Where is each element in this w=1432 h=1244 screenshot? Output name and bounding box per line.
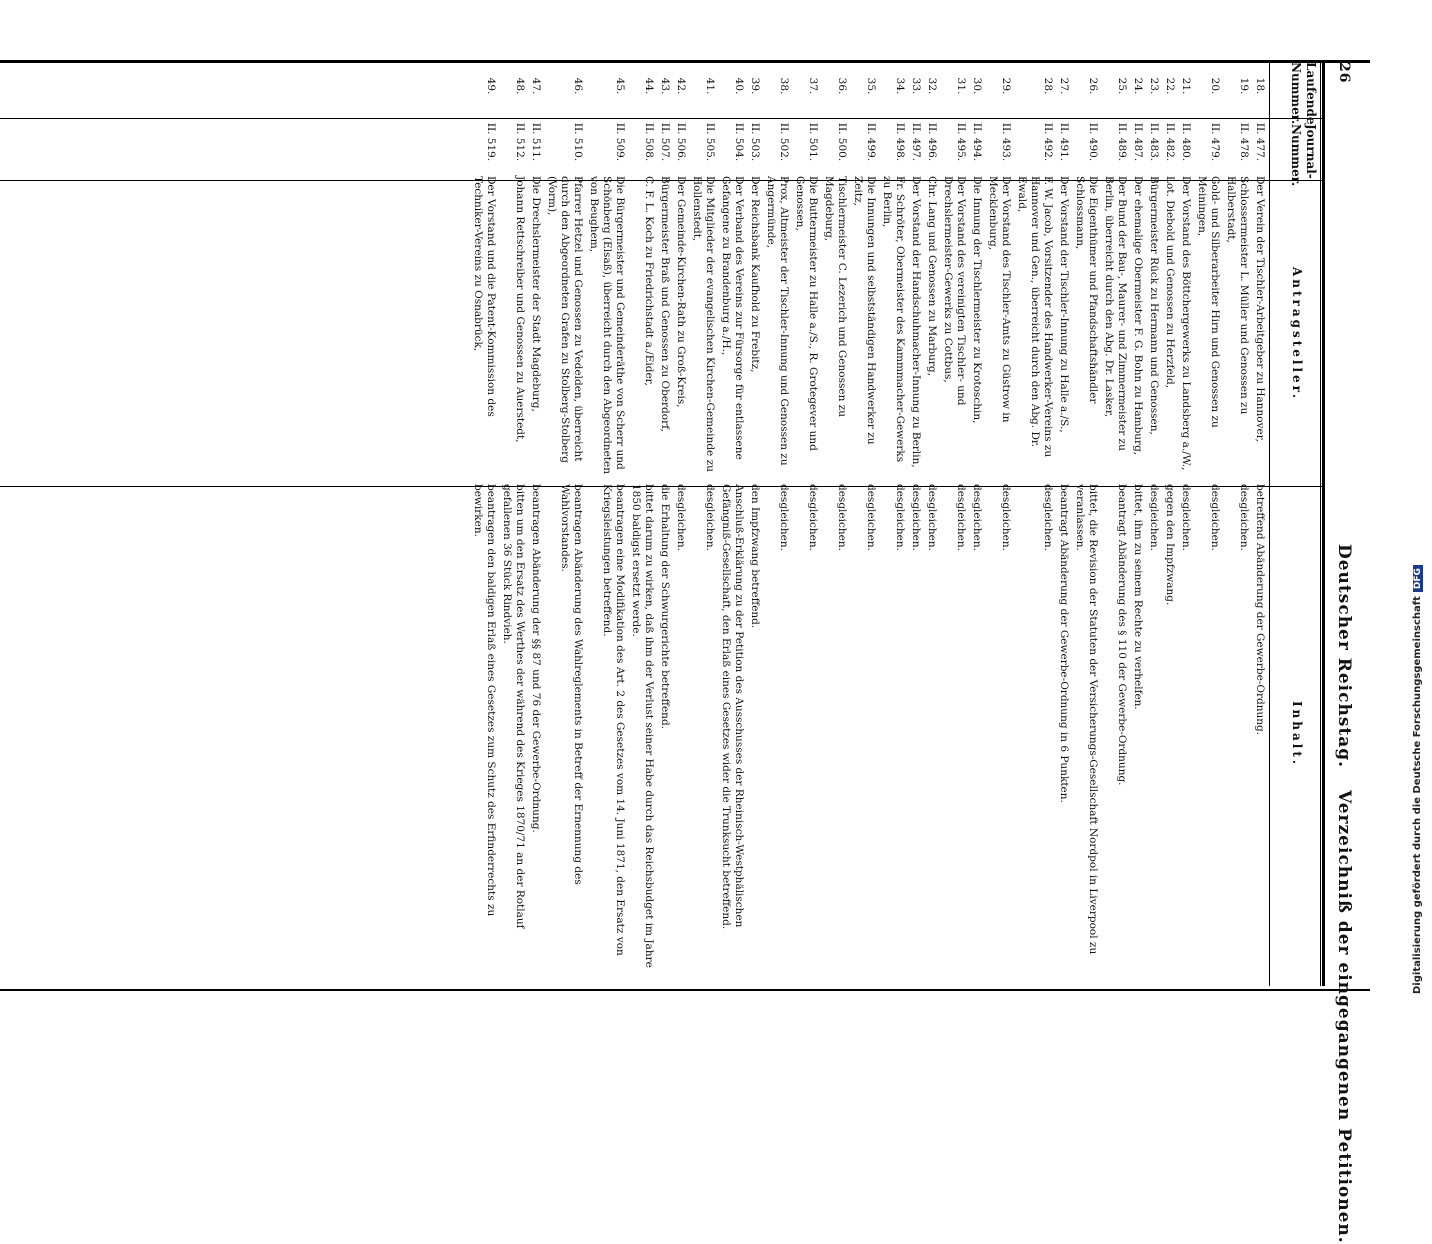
table-row	[1102, 60, 1128, 986]
page-title	[1334, 544, 1354, 1244]
laufende-nummer-cell: 26.	[1087, 77, 1099, 95]
inhalt-cell: die Erhaltung der Schwurgerichte betreffend.	[659, 484, 671, 730]
laufende-nummer-cell: 19.	[1238, 77, 1250, 95]
table-row	[1147, 60, 1160, 986]
page-number: 26	[1336, 62, 1352, 84]
journal-nummer-cell: II. 504.	[733, 122, 745, 162]
laufende-nummer-cell: 47.	[530, 77, 542, 95]
laufende-nummer-cell: 45.	[614, 77, 626, 95]
journal-nummer-cell: II. 501.	[807, 122, 819, 162]
header-antragsteller: Antragsteller.	[1290, 266, 1304, 402]
laufende-nummer-cell: 44.	[643, 77, 655, 95]
table-row	[471, 60, 497, 986]
table-row	[658, 60, 671, 986]
antragsteller-cell: Die Innung der Tischlermeister zu Krotoschin,	[971, 176, 983, 424]
inhalt-cell: bittet darum zu wirken, daß ihm der Verlust seiner Habe durch das Reichsbudget im Jahre 1850 baldigst ersetzt werde.	[630, 484, 655, 968]
inhalt-cell: beantragt Abänderung der Gewerbe-Ordnung in 6 Punkten.	[1058, 484, 1070, 803]
antragsteller-cell: Lot. Diebold und Genossen zu Herzfeld,	[1164, 176, 1176, 389]
inhalt-cell: bittet, ihm zu seinem Rechte zu verhelfen.	[1132, 484, 1144, 710]
laufende-nummer-cell: 32.	[926, 77, 938, 95]
table-row	[690, 60, 716, 986]
antragsteller-cell: Chr. Lang und Genossen zu Marburg,	[926, 176, 938, 376]
journal-nummer-cell: II. 507.	[659, 122, 671, 162]
laufende-nummer-cell: 38.	[778, 77, 790, 95]
laufende-nummer-cell: 24.	[1132, 77, 1144, 95]
laufende-nummer-cell: 49.	[485, 77, 497, 95]
journal-nummer-cell: II. 494.	[971, 122, 983, 162]
table-row	[587, 60, 626, 986]
table-row	[1224, 60, 1250, 986]
inhalt-cell: beantragt Abänderung des § 110 der Gewerbe-Ordnung.	[1116, 484, 1128, 786]
journal-nummer-cell: II. 491.	[1058, 122, 1070, 162]
laufende-nummer-cell: 33.	[910, 77, 922, 95]
laufende-nummer-cell: 46.	[572, 77, 584, 95]
table-row	[545, 60, 584, 986]
laufende-nummer-cell: 43.	[659, 77, 671, 95]
journal-nummer-cell: II. 509.	[614, 122, 626, 162]
antragsteller-cell: Bürgermeister Rück zu Hermann und Genossen,	[1148, 176, 1160, 435]
table-row	[529, 60, 542, 986]
antragsteller-cell: Prox, Altmeister der Tischler-Innung und Genossen zu Angermünde,	[765, 176, 790, 466]
journal-nummer-cell: II. 479.	[1209, 122, 1221, 162]
table-row	[1057, 60, 1070, 986]
journal-nummer-cell: II. 483.	[1148, 122, 1160, 162]
table-row	[941, 60, 967, 986]
inhalt-cell: desgleichen.	[971, 484, 983, 551]
laufende-nummer-cell: 40.	[733, 77, 745, 95]
table-row	[1131, 60, 1144, 986]
inhalt-cell: betreffend Abänderung der Gewerbe-Ordnung.	[1254, 484, 1266, 736]
journal-nummer-cell: II. 496.	[926, 122, 938, 162]
table-row	[748, 60, 761, 986]
table-row	[1073, 60, 1099, 986]
table-row	[1253, 60, 1266, 986]
journal-nummer-cell: II. 478.	[1238, 122, 1250, 162]
inhalt-cell: desgleichen.	[1000, 484, 1012, 551]
table-row	[925, 60, 938, 986]
table-row	[764, 60, 790, 986]
antragsteller-cell: Der Vorstand des Tischler-Amts zu Güstrow in Mecklenburg,	[987, 176, 1012, 423]
inhalt-cell: desgleichen.	[836, 484, 848, 551]
inhalt-cell: desgleichen.	[910, 484, 922, 551]
laufende-nummer-cell: 21.	[1180, 77, 1192, 95]
antragsteller-cell: Der Bund der Bau-, Maurer- und Zimmermeister zu Berlin, überreicht durch den Abg. Dr. Lasker,	[1103, 176, 1128, 451]
antragsteller-cell: Die Mitglieder der evangelischen Kirchen-Gemeinde zu Hollenstedt,	[691, 176, 716, 472]
laufende-nummer-cell: 23.	[1148, 77, 1160, 95]
inhalt-cell: beantragen den baldigen Erlaß eines Gesetzes zum Schutz des Erfinderrechts zu bewirken.	[472, 484, 497, 917]
journal-nummer-cell: II. 506.	[675, 122, 687, 162]
laufende-nummer-cell: 34.	[894, 77, 906, 95]
table-row	[822, 60, 848, 986]
laufende-nummer-cell: 28.	[1042, 77, 1054, 95]
table-row	[674, 60, 687, 986]
antragsteller-cell: Der Verband des Vereins zur Fürsorge für entlassene Gefangene zu Brandenburg a./H.,	[720, 176, 745, 460]
antragsteller-cell: Der Gemeinde-Kirchen-Rath zu Groß-Kreis,	[675, 176, 687, 408]
laufende-nummer-cell: 30.	[971, 77, 983, 95]
antragsteller-cell: Der Reichsbank Kaufhold zu Frebitz,	[749, 176, 761, 373]
journal-nummer-cell: II. 498.	[894, 122, 906, 162]
header-laufende-nummer: Laufende Nummer.	[1289, 62, 1318, 125]
table-row	[1163, 60, 1176, 986]
credit-text: Digitalisierung gefördert durch die Deutsche Forschungsgemeinschaft	[1412, 596, 1423, 994]
journal-nummer-cell: II. 502.	[778, 122, 790, 162]
table-row	[629, 60, 655, 986]
journal-nummer-cell: II. 489.	[1116, 122, 1128, 162]
table-row	[970, 60, 983, 986]
table-row	[909, 60, 922, 986]
antragsteller-cell: Der Vorstand der Handschuhmacher-Innung zu Berlin,	[910, 176, 922, 468]
document-page	[0, 44, 1370, 1244]
antragsteller-cell: Gold- und Silberarbeiter Hirn und Genossen zu Meiningen,	[1196, 176, 1221, 428]
dfg-logo: DFG	[1413, 565, 1423, 592]
journal-nummer-cell: II. 505.	[704, 122, 716, 162]
inhalt-cell: bittet, die Revision der Statuten der Versicherungs-Gesellschaft Nordpol in Liverpool zu veranlassen.	[1074, 484, 1099, 955]
journal-nummer-cell: II. 510.	[572, 122, 584, 162]
inhalt-cell: bitten um den Ersatz des Werthes der während des Krieges 1870/71 an der Rotlauf gefallenen 36 Stück Rindvieh.	[501, 484, 526, 929]
inhalt-cell: Anschluß-Erklärung zu der Petition des Ausschusses der Rheinisch-Westphälischen Gefängniß-Gesellschaft, den Erlaß eines Gesetzes wider die Trunksucht betreffend.	[720, 484, 745, 930]
laufende-nummer-cell: 39.	[749, 77, 761, 95]
table-row	[851, 60, 877, 986]
antragsteller-cell: Johann Rettschreiber und Genossen zu Auerstedt,	[514, 176, 526, 443]
antragsteller-cell: Tischlermeister C. Lezerich und Genossen zu Magdeburg,	[823, 176, 848, 417]
table-row	[880, 60, 906, 986]
inhalt-cell: den Impfzwang betreffend.	[749, 484, 761, 629]
table-row	[719, 60, 745, 986]
antragsteller-cell: Der Vorstand des Böttchergewerks zu Landsberg a./W.,	[1180, 176, 1192, 471]
table-row	[793, 60, 819, 986]
laufende-nummer-cell: 22.	[1164, 77, 1176, 95]
antragsteller-cell: Die Innungen und selbstständigen Handwerker zu Zeitz,	[852, 176, 877, 445]
journal-nummer-cell: II. 482.	[1164, 122, 1176, 162]
journal-nummer-cell: II. 493.	[1000, 122, 1012, 162]
journal-nummer-cell: II. 480.	[1180, 122, 1192, 162]
inhalt-cell: desgleichen.	[894, 484, 906, 551]
laufende-nummer-cell: 25.	[1116, 77, 1128, 95]
antragsteller-cell: Der Vorstand des vereinigten Tischler- und Drechslermeister-Gewerks zu Cottbus,	[942, 176, 967, 406]
inhalt-cell: beantragen eine Modifikation des Art. 2 des Gesetzes vom 14. Juni 1871, den Ersatz von Kriegsleistungen betreffend.	[601, 484, 626, 956]
journal-nummer-cell: II. 499.	[865, 122, 877, 162]
inhalt-cell: desgleichen.	[1180, 484, 1192, 551]
header-rule-thin	[1320, 60, 1321, 986]
laufende-nummer-cell: 29.	[1000, 77, 1012, 95]
journal-nummer-cell: II. 487.	[1132, 122, 1144, 162]
table-row	[986, 60, 1012, 986]
laufende-nummer-cell: 48.	[514, 77, 526, 95]
inhalt-cell: desgleichen.	[704, 484, 716, 551]
journal-nummer-cell: II. 500.	[836, 122, 848, 162]
journal-nummer-cell: II. 495.	[955, 122, 967, 162]
table-row	[1015, 60, 1054, 986]
inhalt-cell: desgleichen.	[807, 484, 819, 551]
table-row	[1179, 60, 1192, 986]
journal-nummer-cell: II. 490.	[1087, 122, 1099, 162]
journal-nummer-cell: II. 512.	[514, 122, 526, 162]
inhalt-cell: beantragen Abänderung der §§ 87 und 76 der Gewerbe-Ordnung.	[530, 484, 542, 833]
antragsteller-cell: Der ehemalige Obermeister F. G. Bohn zu Hamburg,	[1132, 176, 1144, 456]
inhalt-cell: beantragen Abänderung des Wahlreglements in Betreff der Ernennung des Wahlvorstandes.	[559, 484, 584, 885]
inhalt-cell: desgleichen.	[1209, 484, 1221, 551]
journal-nummer-cell: II. 492.	[1042, 122, 1054, 162]
antragsteller-cell: Pfarrer Hetzel und Genossen zu Vedelden, überreicht durch den Abgeordneten Grafen zu Stolberg-Stolberg (Vorm),	[546, 176, 584, 463]
antragsteller-cell: Bürgermeister Braß und Genossen zu Oberdorf,	[659, 176, 671, 432]
antragsteller-cell: Die Buttermeister zu Halle a./S., R. Grotegever und Genossen,	[794, 176, 819, 451]
inhalt-cell: desgleichen.	[955, 484, 967, 551]
header-journal-nummer: Journal-Nummer.	[1289, 124, 1318, 187]
antragsteller-cell: Schlossermeister L. Müller und Genossen zu Halberstadt,	[1225, 176, 1250, 415]
header-rule	[1322, 60, 1325, 986]
title-part-1: Deutscher Reichstag.	[1334, 544, 1354, 769]
journal-nummer-cell: II. 508.	[643, 122, 655, 162]
title-part-2: Verzeichniß der eingegangenen Petitionen.	[1334, 790, 1354, 1244]
inhalt-cell: desgleichen.	[865, 484, 877, 551]
petition-table	[468, 60, 1266, 986]
header-inhalt: Inhalt.	[1290, 700, 1304, 768]
antragsteller-cell: Fr. Schröter, Obermeister des Kammmacher-Gewerks zu Berlin,	[881, 176, 906, 463]
table-row	[1195, 60, 1221, 986]
laufende-nummer-cell: 37.	[807, 77, 819, 95]
laufende-nummer-cell: 31.	[955, 77, 967, 95]
laufende-nummer-cell: 41.	[704, 77, 716, 95]
laufende-nummer-cell: 42.	[675, 77, 687, 95]
journal-nummer-cell: II. 519.	[485, 122, 497, 162]
laufende-nummer-cell: 35.	[865, 77, 877, 95]
antragsteller-cell: Der Vorstand und die Patent-Kommission des Techniker-Vereins zu Osnabrück,	[472, 176, 497, 417]
laufende-nummer-cell: 20.	[1209, 77, 1221, 95]
digitization-credit	[1412, 565, 1423, 994]
antragsteller-cell: Der Vorstand der Tischler-Innung zu Halle a./S.,	[1058, 176, 1070, 433]
journal-nummer-cell: II. 477.	[1254, 122, 1266, 162]
laufende-nummer-cell: 27.	[1058, 77, 1070, 95]
inhalt-cell: desgleichen.	[1238, 484, 1250, 551]
inhalt-cell: desgleichen.	[778, 484, 790, 551]
table-row	[500, 60, 526, 986]
inhalt-cell: desgleichen.	[675, 484, 687, 551]
antragsteller-cell: Die Eigenthümer und Pfandschaftshändler Schlossmann,	[1074, 176, 1099, 404]
laufende-nummer-cell: 18.	[1254, 77, 1266, 95]
antragsteller-cell: Die Bürgermeister und Gemeinderäthe von Scherr und Schönberg (Elsaß), überreicht durch den Abgeordneten von Beughem,	[588, 176, 626, 474]
journal-nummer-cell: II. 511.	[530, 122, 542, 162]
inhalt-cell: desgleichen.	[926, 484, 938, 551]
inhalt-cell: desgleichen.	[1042, 484, 1054, 551]
antragsteller-cell: F. W. Jacob, Vorsitzender des Handwerker-Vereins zu Hannover und Gen., überreicht durch den Abg. Dr. Ewald,	[1016, 176, 1054, 458]
journal-nummer-cell: II. 497.	[910, 122, 922, 162]
header-bottom-rule	[1269, 60, 1270, 986]
journal-nummer-cell: II. 503.	[749, 122, 761, 162]
antragsteller-cell: Die Drechslermeister der Stadt Magdeburg,	[530, 176, 542, 412]
inhalt-cell: desgleichen.	[1148, 484, 1160, 551]
laufende-nummer-cell: 36.	[836, 77, 848, 95]
antragsteller-cell: C. F. L. Koch zu Friedrichstadt a./Eider,	[643, 176, 655, 386]
antragsteller-cell: Der Verein der Tischler-Arbeitgeber zu Hannover,	[1254, 176, 1266, 442]
inhalt-cell: gegen den Impfzwang.	[1164, 484, 1176, 606]
